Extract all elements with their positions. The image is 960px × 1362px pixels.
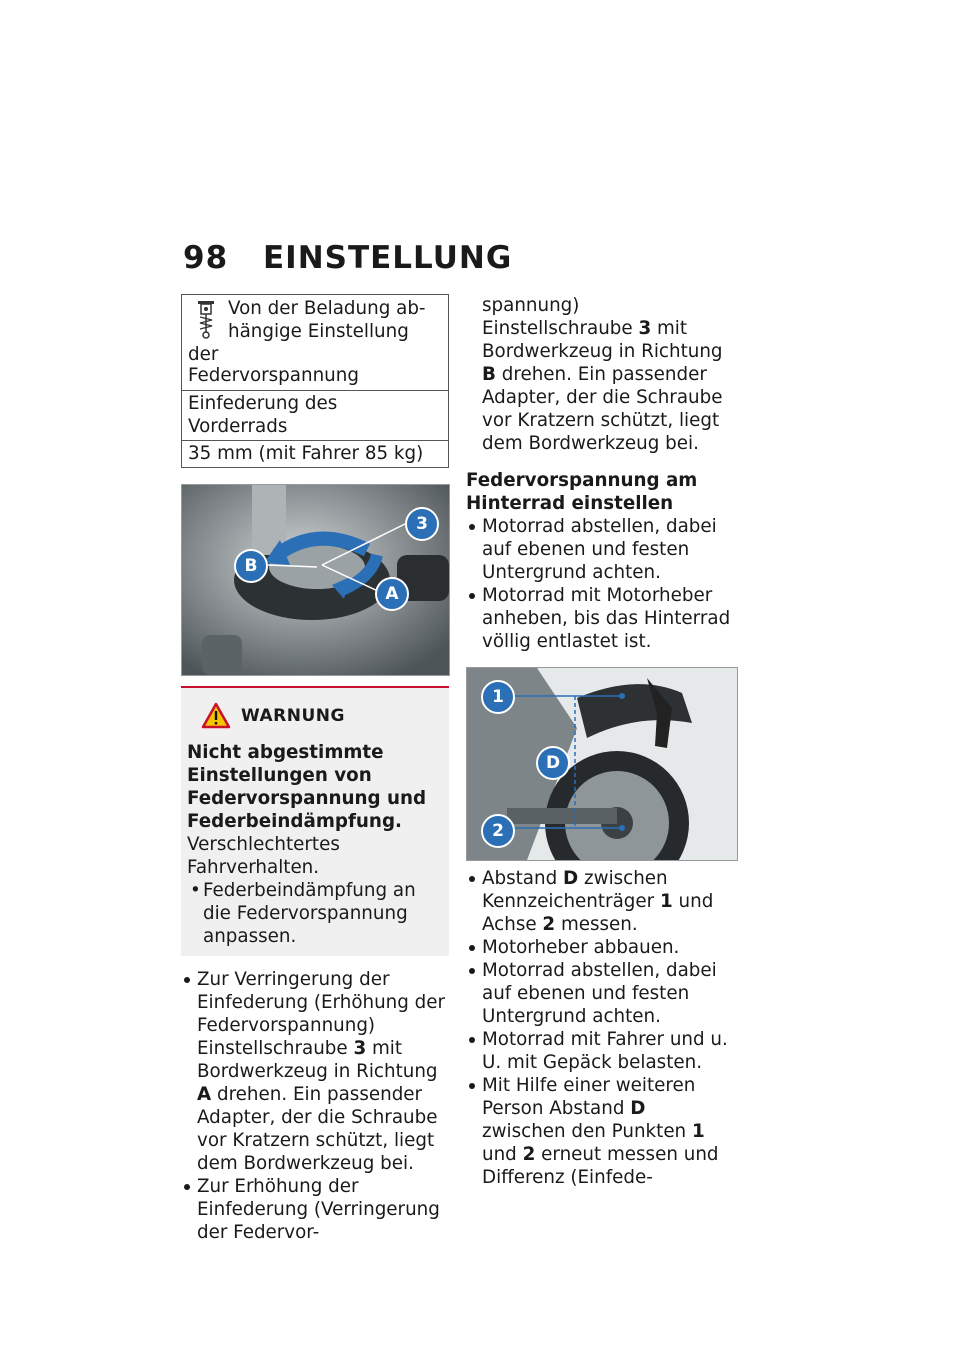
spec-title-2: hängige Einstellung der [188, 321, 409, 365]
step-text: mit Bordwerkzeug in Richtung [197, 1038, 438, 1082]
spec-title-row [182, 295, 448, 390]
section-steps [466, 515, 734, 653]
step-text: Mit Hilfe einer weiteren Person Abstand [482, 1075, 696, 1119]
step-text: erneut messen und Differenz (Einfede- [482, 1144, 719, 1188]
ref-1: 1 [659, 891, 673, 912]
step-text: zwischen den Punkten [482, 1121, 687, 1142]
warning-triangle-icon [201, 702, 231, 729]
page-number: 98 [183, 240, 229, 276]
callout-3: 3 [405, 507, 439, 541]
spec-row-label: Einfederung des Vorderrads [182, 390, 448, 440]
spec-title-3: Federvorspannung [188, 365, 359, 386]
step-remeasure [466, 1074, 734, 1189]
ref-2: 2 [522, 1144, 536, 1165]
step-text: zwischen Kennzeichenträger [482, 868, 668, 912]
step-park: Motorrad abstellen, dabei auf ebenen und festen Untergrund achten. [466, 515, 734, 584]
section-heading: Federvorspannung am Hinterrad einstellen [466, 470, 698, 514]
callout-a: A [375, 577, 409, 611]
ref-3: 3 [638, 318, 652, 339]
rear-wheel-photo [466, 667, 738, 861]
ref-d: D [563, 868, 579, 889]
right-column [466, 294, 734, 1189]
step-text: Abstand [482, 868, 558, 889]
warning-header [201, 702, 443, 729]
step-remove-lift: Motorheber abbauen. [466, 936, 734, 959]
ref-3: 3 [353, 1038, 367, 1059]
warning-label: WARNUNG [241, 705, 345, 726]
ref-1: 1 [691, 1121, 705, 1142]
callout-b: B [234, 549, 268, 583]
step-text: drehen. Ein passender Adapter, der die Schraube vor Kratzern schützt, liegt dem Bordwerkzeug bei. [482, 364, 723, 454]
spec-table [181, 294, 449, 468]
page-title: EINSTELLUNG [263, 240, 513, 276]
step-load: Motorrad mit Fahrer und u. U. mit Gepäck belasten. [466, 1028, 734, 1074]
step-text: messen. [560, 914, 638, 935]
callout-d: D [536, 746, 570, 780]
step-continuation [466, 294, 734, 455]
step-text: und Achse [482, 891, 714, 935]
warning-bold-text: Nicht abgestimmte Einstellungen von Federvorspannung und Federbeindämpfung. [187, 742, 427, 832]
warning-text: Verschlechtertes Fahrverhalten. [187, 834, 340, 878]
ref-d: D [630, 1098, 646, 1119]
warning-box [181, 686, 449, 956]
step-increase-compression [181, 1175, 449, 1244]
warning-list [187, 879, 443, 948]
step-lift: Motorrad mit Motorheber anheben, bis das Hinterrad völlig entlastet ist. [466, 584, 734, 653]
warning-item: • Federbeindämpfung an die Federvorspannung anpassen. [187, 879, 443, 948]
step-park-again: Motorrad abstellen, dabei auf ebenen und festen Untergrund achten. [466, 959, 734, 1028]
step-text: Zur Erhöhung der Einfederung (Verringerung der Federvor- [197, 1176, 440, 1243]
step-text: spannung) Einstellschraube [482, 295, 633, 339]
step-text: und [482, 1144, 517, 1165]
left-column [181, 294, 449, 1244]
step-measure-d [466, 867, 734, 936]
page-header [183, 240, 512, 276]
step-text: drehen. Ein passender Adapter, der die Schraube vor Kratzern schützt, liegt dem Bordwerkzeug bei. [197, 1084, 438, 1174]
spec-title-1: Von der Beladung ab- [228, 298, 426, 319]
ref-a: A [197, 1084, 212, 1105]
measure-steps [466, 867, 734, 1189]
callout-2: 2 [481, 814, 515, 848]
ref-b: B [482, 364, 496, 385]
callout-1: 1 [481, 680, 515, 714]
ref-2: 2 [542, 914, 556, 935]
step-reduce-compression [181, 968, 449, 1175]
spec-row-value: 35 mm (mit Fahrer 85 kg) [182, 440, 448, 467]
suspension-icon [188, 297, 224, 341]
front-preload-photo [181, 484, 450, 676]
step-text: Zur Verringerung der Einfederung (Erhöhung der Federvorspannung) Einstellschraube [197, 969, 446, 1059]
left-steps [181, 968, 449, 1244]
step-text: mit Bordwerkzeug in Richtung [482, 318, 723, 362]
